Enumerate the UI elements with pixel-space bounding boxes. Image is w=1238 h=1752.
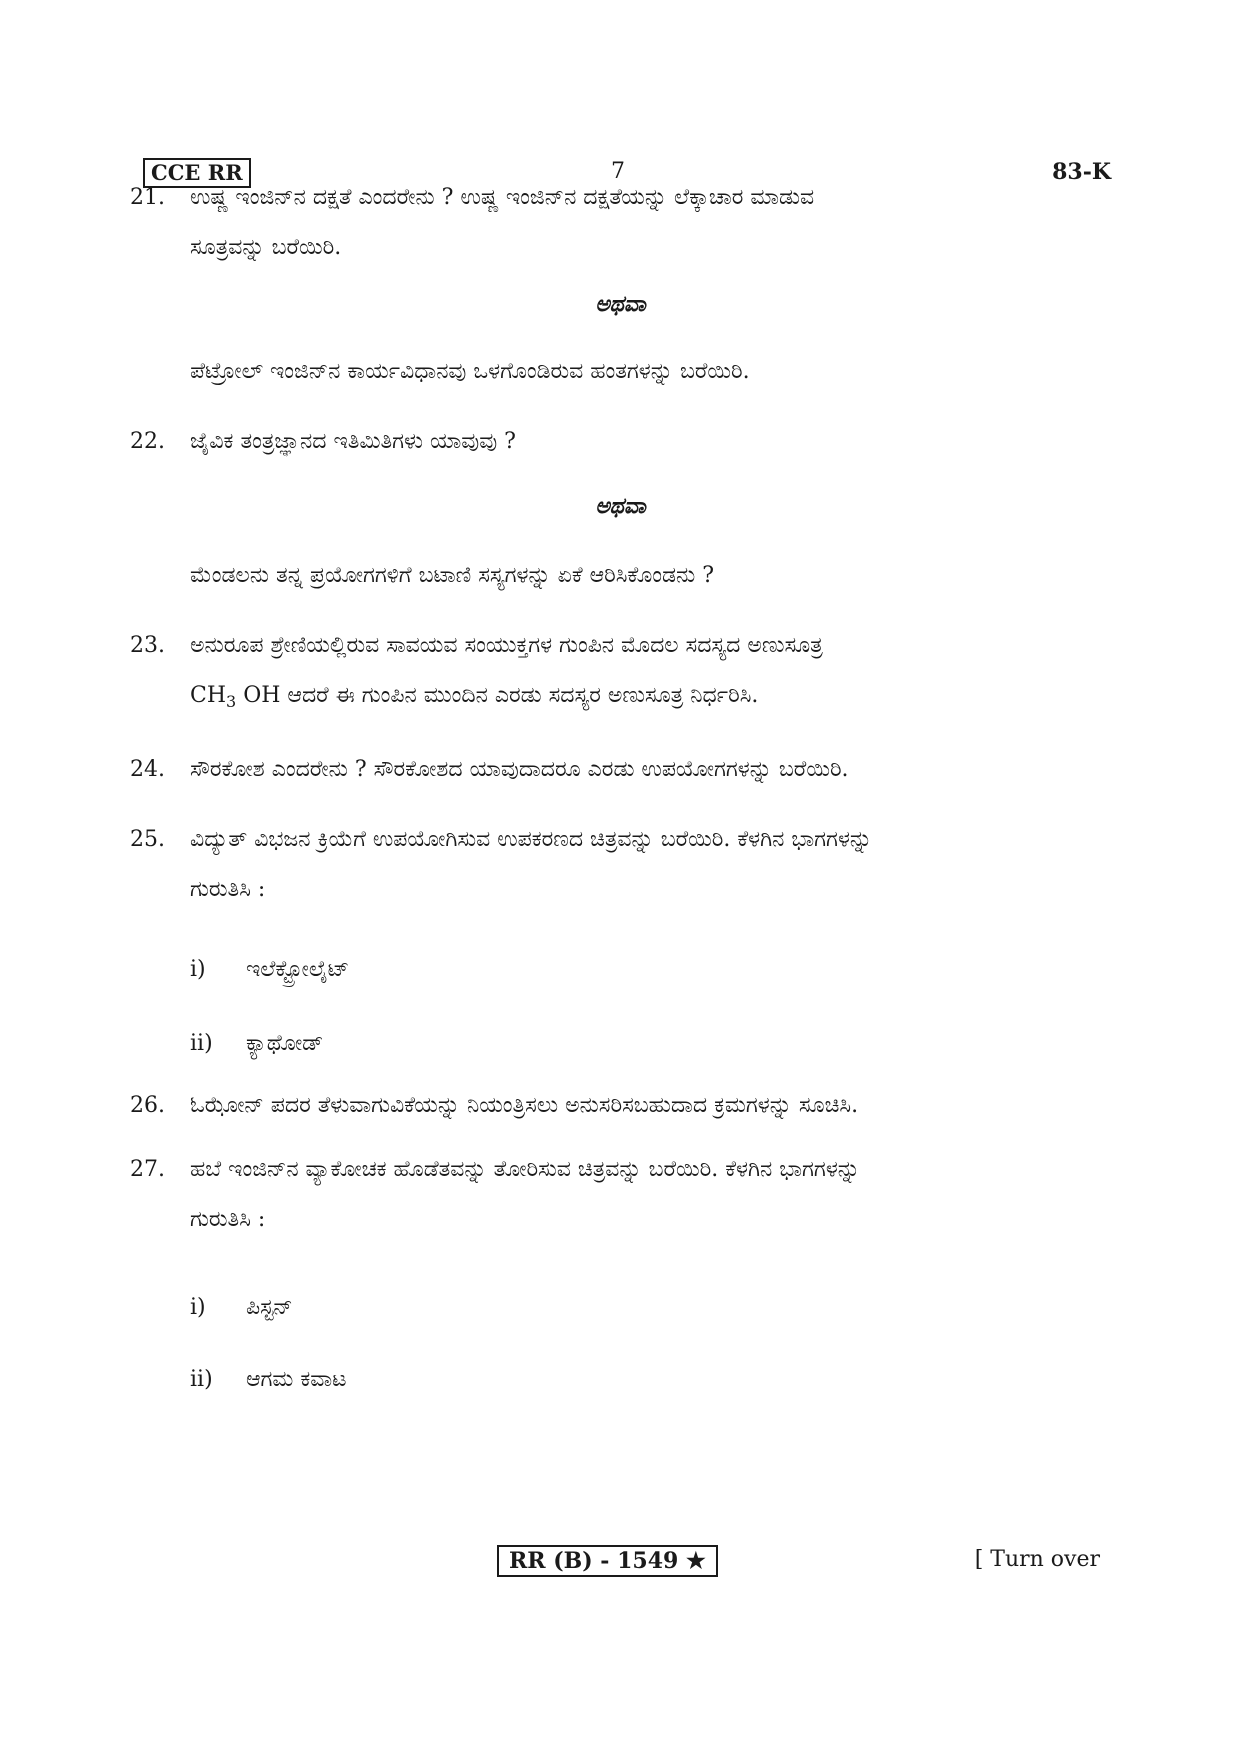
question-text: ಅನುರೂಪ ಶ್ರೇಣಿಯಲ್ಲಿರುವ ಸಾವಯವ ಸಂಯುಕ್ತಗಳ ಗುಂಪಿನ ಮೊದಲ ಸದಸ್ಯದ ಅಣುಸೂತ್ರ (190, 633, 823, 658)
question-21 (130, 184, 1111, 262)
question-text: ಹಬೆ ಇಂಜಿನ್‌ನ ವ್ಯಾಕೋಚಕ ಹೊಡೆತವನ್ನು ತೋರಿಸುವ ಚಿತ್ರವನ್ನು ಬರೆಯಿರಿ. ಕೆಳಗಿನ ಭಾಗಗಳನ್ನು (190, 1157, 860, 1182)
question-number: 26. (130, 1093, 165, 1118)
question-number: 27. (130, 1157, 165, 1182)
question-text: ಸೌರಕೋಶ ಎಂದರೇನು ? ಸೌರಕೋಶದ ಯಾವುದಾದರೂ ಎರಡು ಉಪಯೋಗಗಳನ್ನು ಬರೆಯಿರಿ. (190, 757, 849, 782)
question-text-line2: ಗುರುತಿಸಿ : (190, 877, 266, 902)
question-text-line2: ಸೂತ್ರವನ್ನು ಬರೆಯಿರಿ. (190, 235, 342, 260)
question-text-line2: ಗುರುತಿಸಿ : (190, 1207, 266, 1232)
sub-item-text: ಆಗಮ ಕವಾಟ (246, 1367, 347, 1392)
question-text-line2 (190, 682, 1111, 716)
question-23 (130, 632, 1111, 716)
question-text: ಉಷ್ಣ ಇಂಜಿನ್‌ನ ದಕ್ಷತೆ ಎಂದರೇನು ? ಉಷ್ಣ ಇಂಜಿನ್‌ನ ದಕ್ಷತೆಯನ್ನು ಲೆಕ್ಕಾಚಾರ ಮಾಡುವ (190, 185, 815, 210)
sub-item (190, 1030, 323, 1058)
formula-oh: OH (236, 683, 281, 708)
turn-over-label: [ Turn over (974, 1547, 1100, 1572)
formula-subscript: 3 (226, 692, 237, 711)
or-label: ಅಥವಾ (595, 493, 646, 519)
question-number: 24. (130, 757, 165, 782)
sub-item (190, 956, 349, 984)
question-text: ಓಝೋನ್ ಪದರ ತೆಳುವಾಗುವಿಕೆಯನ್ನು ನಿಯಂತ್ರಿಸಲು ಅನುಸರಿಸಬಹುದಾದ ಕ್ರಮಗಳನ್ನು ಸೂಚಿಸಿ. (190, 1093, 859, 1118)
question-22-alternative (130, 562, 1111, 590)
question-number: 21. (130, 185, 165, 210)
sub-item-text: ಇಲೆಕ್ಟ್ರೋಲೈಟ್ (246, 957, 350, 982)
formula-ch: CH (190, 683, 227, 708)
question-26 (130, 1092, 1111, 1120)
sub-item-number: i) (190, 957, 206, 982)
question-22 (130, 428, 1111, 456)
subject-code: 83-K (1052, 159, 1111, 185)
question-text: ವಿದ್ಯುತ್ ವಿಭಜನ ಕ್ರಿಯೆಗೆ ಉಪಯೋಗಿಸುವ ಉಪಕರಣದ ಚಿತ್ರವನ್ನು ಬರೆಯಿರಿ. ಕೆಳಗಿನ ಭಾಗಗಳನ್ನು (190, 827, 873, 852)
exam-badge: CCE RR (143, 158, 251, 188)
page-footer (0, 1545, 1238, 1577)
sub-item-text: ಪಿಸ್ಟನ್ (246, 1295, 293, 1320)
sub-item-number: ii) (190, 1031, 213, 1056)
sub-item (190, 1366, 347, 1394)
question-24 (130, 756, 1111, 784)
question-text: ಪೆಟ್ರೋಲ್ ಇಂಜಿನ್‌ನ ಕಾರ್ಯವಿಧಾನವು ಒಳಗೊಂಡಿರುವ ಹಂತಗಳನ್ನು ಬರೆಯಿರಿ. (190, 359, 750, 384)
sub-item (190, 1294, 293, 1322)
question-25 (130, 826, 1111, 904)
question-27 (130, 1156, 1111, 1234)
question-number: 22. (130, 429, 165, 454)
page-number: 7 (611, 159, 625, 184)
sub-item-number: ii) (190, 1367, 213, 1392)
sub-item-number: i) (190, 1295, 206, 1320)
paper-code: RR (B) - 1549 ★ (497, 1545, 718, 1577)
question-text: ಜೈವಿಕ ತಂತ್ರಜ್ಞಾನದ ಇತಿಮಿತಿಗಳು ಯಾವುವು ? (190, 429, 516, 454)
question-number: 25. (130, 827, 165, 852)
question-number: 23. (130, 633, 165, 658)
sub-item-text: ಕ್ಯಾಥೋಡ್ (246, 1031, 324, 1056)
or-label: ಅಥವಾ (595, 291, 646, 317)
question-text-rest: ಆದರೆ ಈ ಗುಂಪಿನ ಮುಂದಿನ ಎರಡು ಸದಸ್ಯರ ಅಣುಸೂತ್ರ ನಿರ್ಧರಿಸಿ. (280, 683, 759, 708)
question-text: ಮೆಂಡಲನು ತನ್ನ ಪ್ರಯೋಗಗಳಿಗೆ ಬಟಾಣಿ ಸಸ್ಯಗಳನ್ನು ಏಕೆ ಆರಿಸಿಕೊಂಡನು ? (190, 563, 715, 588)
question-21-alternative (130, 358, 1111, 386)
